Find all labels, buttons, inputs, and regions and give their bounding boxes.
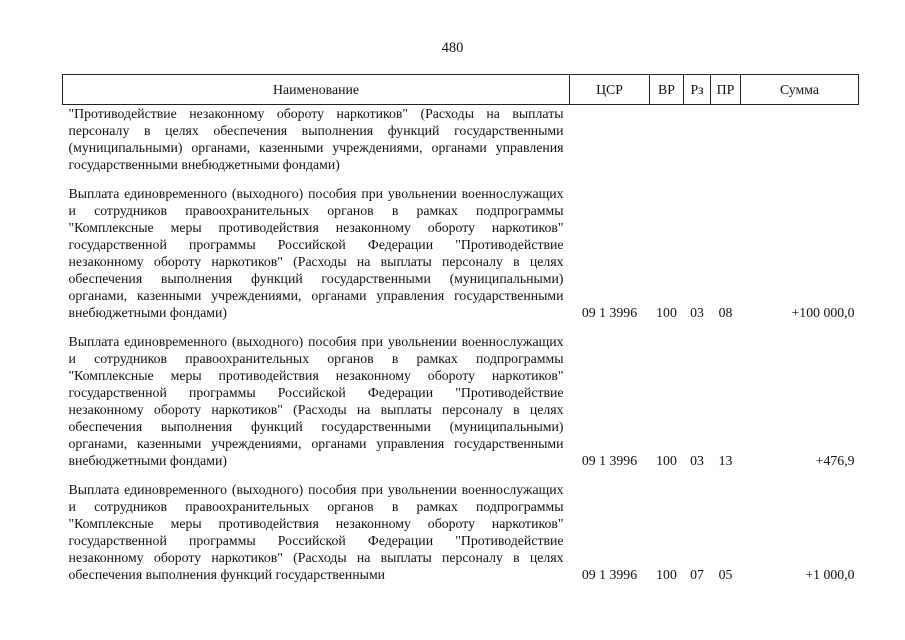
- table-row: [63, 105, 859, 174]
- table-row: [63, 469, 859, 583]
- budget-table: [62, 74, 859, 583]
- table-body: [63, 105, 859, 584]
- row-vr: 100: [656, 453, 677, 468]
- row-name: "Противодействие незаконному обороту наркотиков" (Расходы на выплаты персоналу в целях обеспечения выполнения функций государственными (муниципальными) органами, казенными учреждениями, органами управления государственными внебюджетными фондами): [68, 106, 564, 172]
- row-pr: 08: [718, 305, 733, 320]
- row-pr: [711, 105, 741, 174]
- row-sum: [741, 105, 859, 174]
- header-row: [63, 75, 859, 105]
- row-vr: [650, 105, 684, 174]
- table-header: [63, 75, 859, 105]
- header-name: Наименование: [63, 75, 570, 105]
- page-number: 480: [441, 40, 464, 56]
- row-csr: 09 1 3996: [581, 453, 638, 468]
- row-rz: 03: [690, 305, 704, 320]
- row-vr: 100: [656, 567, 677, 582]
- row-name: Выплата единовременного (выходного) пособия при увольнении военнослужащих и сотрудников правоохранительных органов в рамках подпрограммы "Комплексные меры противодействия незаконному обороту наркотиков" государственной программы Российской Федерации "Противодействие незаконному обороту наркотиков" (Расходы на выплаты персоналу в целях обеспечения выполнения функций государственными: [68, 482, 564, 582]
- header-rz: Рз: [684, 75, 711, 105]
- row-rz: 03: [690, 453, 704, 468]
- row-pr: 05: [718, 567, 733, 582]
- row-pr: 13: [718, 453, 733, 468]
- row-rz: 07: [690, 567, 704, 582]
- header-vr: ВР: [650, 75, 684, 105]
- header-sum: Сумма: [741, 75, 859, 105]
- header-pr: ПР: [711, 75, 741, 105]
- table-row: [63, 321, 859, 469]
- row-sum: +100 000,0: [791, 305, 855, 320]
- row-rz: [684, 105, 711, 174]
- row-csr: [570, 105, 650, 174]
- row-sum: +1 000,0: [805, 567, 855, 582]
- row-csr: 09 1 3996: [581, 567, 638, 582]
- header-csr: ЦСР: [570, 75, 650, 105]
- row-vr: 100: [656, 305, 677, 320]
- table-row: [63, 173, 859, 321]
- row-name: Выплата единовременного (выходного) пособия при увольнении военнослужащих и сотрудников правоохранительных органов в рамках подпрограммы "Комплексные меры противодействия незаконному обороту наркотиков" государственной программы Российской Федерации "Противодействие незаконному обороту наркотиков" (Расходы на выплаты персоналу в целях обеспечения выполнения функций государственными (муниципальными) органами, казенными учреждениями, органами управления государственными внебюджетными фондами): [68, 334, 564, 468]
- row-csr: 09 1 3996: [581, 305, 638, 320]
- row-name: Выплата единовременного (выходного) пособия при увольнении военнослужащих и сотрудников правоохранительных органов в рамках подпрограммы "Комплексные меры противодействия незаконному обороту наркотиков" государственной программы Российской Федерации "Противодействие незаконному обороту наркотиков" (Расходы на выплаты персоналу в целях обеспечения выполнения функций государственными (муниципальными) органами, казенными учреждениями, органами управления государственными внебюджетными фондами): [68, 186, 564, 320]
- row-sum: +476,9: [815, 453, 855, 468]
